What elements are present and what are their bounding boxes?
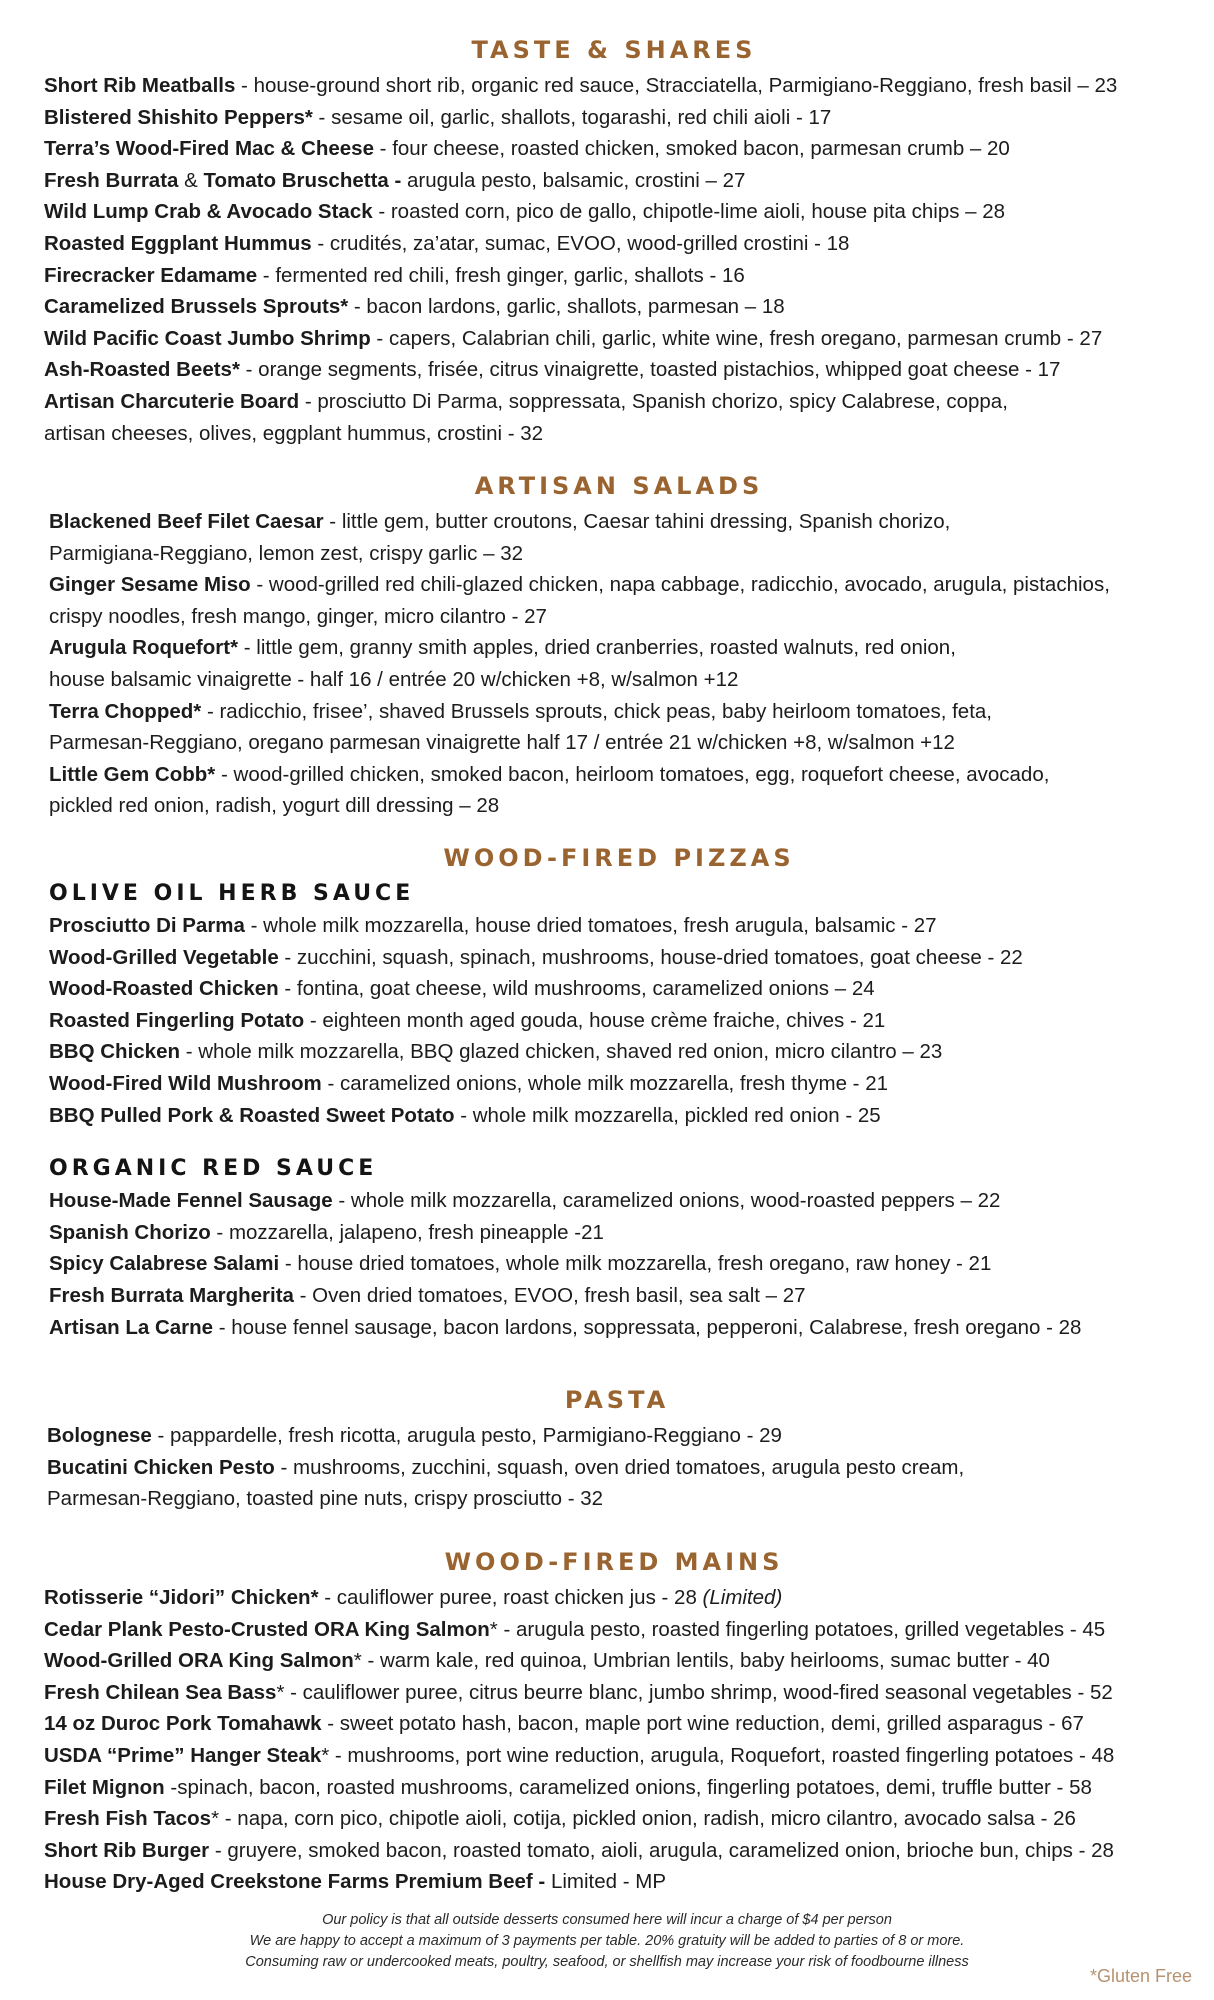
- menu-item: [49, 1005, 1189, 1037]
- menu-item-description: - roasted corn, pico de gallo, chipotle-lime aioli, house pita chips – 28: [372, 200, 1006, 224]
- menu-item: [44, 165, 1184, 197]
- menu-item: [44, 102, 1184, 134]
- menu-item-name: Spanish Chorizo: [49, 1220, 211, 1244]
- menu-item-name: Wild Pacific Coast Jumbo Shrimp: [44, 326, 371, 350]
- menu-item: [44, 386, 1184, 449]
- menu-item-description: * - warm kale, red quinoa, Umbrian lentils, baby heirlooms, sumac butter - 40: [353, 1649, 1050, 1673]
- menu-item-description: - four cheese, roasted chicken, smoked bacon, parmesan crumb – 20: [373, 137, 1010, 161]
- menu-item: [44, 70, 1184, 102]
- subsection-title-red-sauce: ORGANIC RED SAUCE: [49, 1156, 378, 1182]
- menu-item-description: - whole milk mozzarella, pickled red onion - 25: [454, 1103, 881, 1127]
- menu-item-name: Arugula Roquefort*: [49, 636, 239, 660]
- menu-item-description: - caramelized onions, whole milk mozzarella, fresh thyme - 21: [321, 1071, 888, 1095]
- menu-item-name: Fresh Burrata: [44, 168, 179, 192]
- menu-item-description-continued: crispy noodles, fresh mango, ginger, micro cilantro - 27: [49, 604, 547, 628]
- menu-item: [44, 1772, 1184, 1804]
- menu-item-description: - mozzarella, jalapeno, fresh pineapple -21: [210, 1220, 604, 1244]
- menu-item-name: Short Rib Burger: [44, 1838, 210, 1862]
- menu-item-description: - eighteen month aged gouda, house crème fraiche, chives - 21: [304, 1008, 886, 1032]
- menu-item-note: (Limited): [702, 1586, 783, 1609]
- menu-item-name: Little Gem Cobb*: [49, 762, 216, 786]
- gluten-free-note: *Gluten Free: [1089, 1966, 1192, 1986]
- footer-line-payments: We are happy to accept a maximum of 3 payments per table. 20% gratuity will be added to parties of 8 or more.: [249, 1933, 965, 1949]
- menu-item: [44, 323, 1184, 355]
- menu-item-description: - crudités, za’atar, sumac, EVOO, wood-grilled crostini - 18: [311, 231, 850, 255]
- menu-item: [49, 1248, 1189, 1280]
- menu-item-name: Fresh Chilean Sea Bass: [44, 1680, 277, 1704]
- menu-item-name: Spicy Calabrese Salami: [49, 1252, 280, 1276]
- menu-item-name: Wood-Roasted Chicken: [49, 977, 279, 1001]
- menu-item: [49, 1100, 1189, 1132]
- menu-item-name: Blistered Shishito Peppers*: [44, 105, 313, 129]
- item-list: [49, 910, 1189, 1131]
- menu-item-description: * - mushrooms, port wine reduction, arugula, Roquefort, roasted fingerling potatoes - 48: [321, 1743, 1115, 1767]
- menu-item: [44, 1708, 1184, 1740]
- menu-item-description-continued: pickled red onion, radish, yogurt dill dressing – 28: [49, 794, 500, 818]
- menu-item-description: - wood-grilled chicken, smoked bacon, heirloom tomatoes, egg, roquefort cheese, avocado,: [215, 762, 1050, 786]
- footer-policy: [0, 1910, 1214, 1973]
- section-artisan-salads: [49, 470, 1189, 822]
- menu-item-description: - wood-grilled red chili-glazed chicken, napa cabbage, radicchio, avocado, arugula, pistachios,: [250, 573, 1110, 597]
- menu-item-description-continued: Parmesan-Reggiano, oregano parmesan vinaigrette half 17 / entrée 21 w/chicken +8, w/salmon +12: [49, 731, 955, 755]
- menu-item-description: * - arugula pesto, roasted fingerling potatoes, grilled vegetables - 45: [489, 1617, 1106, 1641]
- menu-item: [44, 1645, 1184, 1677]
- menu-item-name: 14 oz Duroc Pork Tomahawk: [44, 1712, 322, 1736]
- menu-item-name: Rotisserie “Jidori” Chicken*: [44, 1586, 319, 1609]
- menu-item: [44, 228, 1184, 260]
- menu-item: [44, 1835, 1184, 1867]
- menu-item-description: - little gem, butter croutons, Caesar tahini dressing, Spanish chorizo,: [323, 510, 951, 533]
- menu-item-name: Firecracker Edamame: [44, 263, 258, 287]
- menu-item-description: - fermented red chili, fresh ginger, garlic, shallots - 16: [257, 263, 745, 287]
- menu-item: [44, 133, 1184, 165]
- menu-item-description: - orange segments, frisée, citrus vinaigrette, toasted pistachios, whipped goat cheese - 17: [239, 358, 1061, 382]
- menu-item-description: - house fennel sausage, bacon lardons, soppressata, pepperoni, Calabrese, fresh oregano - 28: [213, 1315, 1082, 1339]
- menu-item: [49, 1068, 1189, 1100]
- menu-item-name: House Dry-Aged Creekstone Farms Premium Beef -: [44, 1870, 546, 1894]
- menu-item: [44, 291, 1184, 323]
- menu-item: [44, 1866, 1184, 1898]
- menu-item-description-continued: house balsamic vinaigrette - half 16 / entrée 20 w/chicken +8, w/salmon +12: [49, 667, 739, 691]
- menu-item: [49, 696, 1189, 759]
- menu-item: [49, 1217, 1189, 1249]
- menu-item-description: - mushrooms, zucchini, squash, oven dried tomatoes, arugula pesto cream,: [274, 1455, 965, 1479]
- menu-item-description: Limited - MP: [545, 1870, 667, 1894]
- section-title: WOOD-FIRED MAINS: [444, 1548, 784, 1576]
- menu-item-description-continued: Parmesan-Reggiano, toasted pine nuts, crispy prosciutto - 32: [47, 1487, 604, 1511]
- subsection-title-olive-oil: OLIVE OIL HERB SAUCE: [49, 881, 415, 906]
- section-taste-shares: [44, 34, 1184, 449]
- item-list: [49, 1185, 1189, 1343]
- menu-item-description: - fontina, goat cheese, wild mushrooms, caramelized onions – 24: [278, 977, 875, 1001]
- menu-item-description: - bacon lardons, garlic, shallots, parmesan – 18: [348, 295, 785, 319]
- menu-item-name: Wild Lump Crab & Avocado Stack: [44, 200, 373, 224]
- menu-item-description: - prosciutto Di Parma, soppressata, Spanish chorizo, spicy Calabrese, coppa,: [299, 389, 1008, 413]
- menu-item-name: Short Rib Meatballs: [44, 74, 236, 97]
- menu-item-name: USDA “Prime” Hanger Steak: [44, 1743, 322, 1767]
- menu-item: [49, 1312, 1189, 1344]
- menu-item-name: Roasted Eggplant Hummus: [44, 231, 312, 255]
- menu-item: [49, 759, 1189, 822]
- menu-item-description: * - cauliflower puree, citrus beurre blanc, jumbo shrimp, wood-fired seasonal vegetables - 52: [276, 1680, 1113, 1704]
- menu-item: [47, 1420, 1187, 1452]
- menu-item: [44, 1582, 1184, 1614]
- menu-item-name: Artisan Charcuterie Board: [44, 389, 300, 413]
- menu-item-name: Filet Mignon: [44, 1775, 165, 1799]
- menu-item-description: - radicchio, frisee’, shaved Brussels sprouts, chick peas, baby heirloom tomatoes, feta,: [201, 699, 993, 723]
- section-wood-fired-pizzas: [49, 842, 1189, 1343]
- section-title: TASTE & SHARES: [471, 36, 757, 64]
- menu-item-description: - pappardelle, fresh ricotta, arugula pesto, Parmigiano-Reggiano - 29: [151, 1424, 782, 1447]
- menu-item: [44, 1677, 1184, 1709]
- menu-item-name: Terra’s Wood-Fired Mac & Cheese: [44, 137, 374, 161]
- menu-item-description: - capers, Calabrian chili, garlic, white wine, fresh oregano, parmesan crumb - 27: [370, 326, 1103, 350]
- menu-item-description: - whole milk mozzarella, caramelized onions, wood-roasted peppers – 22: [332, 1189, 1001, 1213]
- menu-item-joiner: &: [178, 168, 204, 192]
- footer-line-health: Consuming raw or undercooked meats, poultry, seafood, or shellfish may increase your risk of foodbourne illness: [245, 1954, 969, 1970]
- menu-item-description: - gruyere, smoked bacon, roasted tomato, aioli, arugula, caramelized onion, brioche bun, chips - 28: [209, 1838, 1114, 1862]
- menu-item-description-continued: Parmigiana-Reggiano, lemon zest, crispy garlic – 32: [49, 541, 524, 565]
- menu-item-description: - cauliflower puree, roast chicken jus - 28: [318, 1586, 703, 1609]
- section-title: PASTA: [564, 1386, 670, 1414]
- menu-item-description: - house dried tomatoes, whole milk mozzarella, fresh oregano, raw honey - 21: [279, 1252, 992, 1276]
- menu-item-name-2: Tomato Bruschetta -: [203, 168, 402, 192]
- menu-item: [49, 1280, 1189, 1312]
- menu-item-description: - house-ground short rib, organic red sauce, Stracciatella, Parmigiano-Reggiano, fresh basil – 23: [235, 74, 1118, 97]
- section-pasta: [47, 1384, 1187, 1515]
- menu-item: [44, 1740, 1184, 1772]
- menu-item: [49, 1185, 1189, 1217]
- menu-item-name: Roasted Fingerling Potato: [49, 1008, 305, 1032]
- menu-item-description: - sweet potato hash, bacon, maple port wine reduction, demi, grilled asparagus - 67: [321, 1712, 1084, 1736]
- menu-item-name: Blackened Beef Filet Caesar: [49, 510, 324, 533]
- menu-item: [44, 260, 1184, 292]
- section-title: ARTISAN SALADS: [474, 472, 764, 500]
- menu-item-description: * - napa, corn pico, chipotle aioli, cotija, pickled onion, radish, micro cilantro, avocado salsa - 26: [211, 1807, 1076, 1831]
- menu-item-name: Cedar Plank Pesto-Crusted ORA King Salmon: [44, 1617, 490, 1641]
- menu-item-name: Fresh Burrata Margherita: [49, 1283, 294, 1307]
- menu-item-description: - little gem, granny smith apples, dried cranberries, roasted walnuts, red onion,: [238, 636, 956, 660]
- menu-item-name: House-Made Fennel Sausage: [49, 1189, 333, 1213]
- section-title: WOOD-FIRED PIZZAS: [443, 844, 795, 872]
- menu-item-name: Terra Chopped*: [49, 699, 202, 723]
- menu-item: [49, 569, 1189, 632]
- menu-item-name: Ginger Sesame Miso: [49, 573, 251, 597]
- menu-item-description-continued: artisan cheeses, olives, eggplant hummus, crostini - 32: [44, 421, 544, 445]
- menu-item-name: Artisan La Carne: [49, 1315, 214, 1339]
- footer-line-desserts: Our policy is that all outside desserts consumed here will incur a charge of $4 per person: [322, 1912, 892, 1928]
- menu-item-name: Prosciutto Di Parma: [49, 914, 245, 937]
- menu-item-name: Fresh Fish Tacos: [44, 1807, 212, 1831]
- menu-item: [49, 1036, 1189, 1068]
- menu-item: [44, 354, 1184, 386]
- menu-item-name: Ash-Roasted Beets*: [44, 358, 240, 382]
- menu-item-description: - whole milk mozzarella, house dried tomatoes, fresh arugula, balsamic - 27: [244, 914, 937, 937]
- menu-item-name: Bolognese: [47, 1424, 152, 1447]
- menu-item-description: - sesame oil, garlic, shallots, togarashi, red chili aioli - 17: [312, 105, 832, 129]
- menu-item: [49, 506, 1189, 569]
- menu-item-description: - zucchini, squash, spinach, mushrooms, house-dried tomatoes, goat cheese - 22: [278, 945, 1023, 969]
- menu-item: [49, 973, 1189, 1005]
- menu-item-name: Wood-Fired Wild Mushroom: [49, 1071, 322, 1095]
- menu-item-name: Wood-Grilled ORA King Salmon: [44, 1649, 354, 1673]
- section-wood-fired-mains: [44, 1546, 1184, 1898]
- menu-item: [44, 1614, 1184, 1646]
- menu-item-description: - whole milk mozzarella, BBQ glazed chicken, shaved red onion, micro cilantro – 23: [180, 1040, 943, 1064]
- menu-item: [44, 1803, 1184, 1835]
- menu-item: [44, 196, 1184, 228]
- menu-item-description: - Oven dried tomatoes, EVOO, fresh basil, sea salt – 27: [293, 1283, 806, 1307]
- menu-item: [49, 632, 1189, 695]
- menu-item: [49, 942, 1189, 974]
- menu-item-name: BBQ Chicken: [49, 1040, 180, 1064]
- menu-item: [49, 910, 1189, 942]
- menu-item-name: BBQ Pulled Pork & Roasted Sweet Potato: [49, 1103, 455, 1127]
- menu-item-name: Caramelized Brussels Sprouts*: [44, 295, 349, 319]
- menu-item-name: Wood-Grilled Vegetable: [49, 945, 279, 969]
- menu-item: [47, 1452, 1187, 1515]
- menu-item-description: -spinach, bacon, roasted mushrooms, caramelized onions, fingerling potatoes, demi, truffle butter - 58: [164, 1775, 1092, 1799]
- item-list: [47, 1420, 1187, 1515]
- menu-item-name: Bucatini Chicken Pesto: [47, 1455, 275, 1479]
- menu-item-description: arugula pesto, balsamic, crostini – 27: [401, 168, 746, 192]
- item-list: [44, 70, 1184, 449]
- item-list: [44, 1582, 1184, 1898]
- item-list: [49, 506, 1189, 822]
